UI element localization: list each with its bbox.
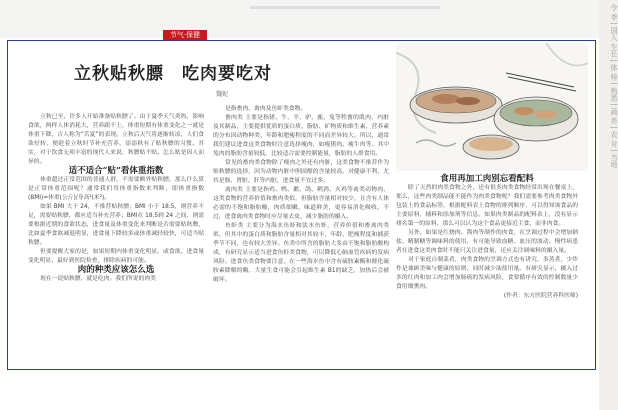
food-bowls-illustration-icon <box>396 43 588 171</box>
paragraph: 常见的畜肉类食物除了瘦肉之外还有内脏，这类食物不推荐作为贴秋膘的选择，因为动物内脏中胆固醇的含量较高，对健康不利，尤其是肠、肾脏、肝等内脏，进食量不宜过多。 <box>213 160 389 184</box>
paragraph: 但要提醒大家的是，如果短期内体重变化明显，或食欲、进食量变化明显，最好到医院检查，排除疾病的可能。 <box>28 249 204 264</box>
article-column-3 <box>396 175 578 301</box>
article-column-1 <box>28 113 204 284</box>
paragraph: 现在一说贴秋膘，就是吃肉。我们所说的肉类 <box>40 276 156 282</box>
article-frame <box>7 40 596 370</box>
subheading: 肉的种类应该怎么选 <box>77 265 155 275</box>
paragraph: 对于家庭自制菜肴，肉类食物的烹调方式也有讲究，多蒸煮，少炸作是兼顾美味与健康的原则，同时减少油盐用量。有研究显示，摄入过多的红肉和加工肉会增加肠癌的发病风险，食要循序有效的控制数量少食用烟熏肉。 <box>396 257 578 290</box>
page-bottom-margin <box>0 372 598 406</box>
paragraph: 是指畜肉、禽肉及鱼虾类食物。 <box>225 106 307 112</box>
paragraph: 除了天然的肉类食物之外，还有很多肉类食物经常出现在餐桌上，那么，这些肉类制品能不能作为肉类食物呢？我们需要参考肉类食物外包装上的食品标签，根据配料表上食物的排列顺序，可以得知该食品的主要原料，辅料和添加剂等信息。如果肉类制品的配料表上，没有显示排名第一的原料，那么可以认为这个食品更接近主食，而非肉食。 <box>396 185 578 227</box>
subheading: 食用再加工肉别忘看配料 <box>440 174 534 184</box>
paragraph: 体重超过正常范围的普通人群，不需要额外贴秋膘，那么什么算是正常体重范围呢？通常我们用体重指数来判断，即体重指数(BMI)=体重(公斤)/身高²(米²)。 <box>28 177 204 201</box>
paragraph: 禽肉类 主要是指鸡、鸭、鹅、鸽、鹌鹑、火鸡等禽类动物肉，这类食物的营养价值和畜肉类似，但脂肪含量相对较少，且含有人体必需的不饱和脂肪酸，肉质细嫩，味道鲜美，更容易消化吸收。不过，进食禽肉类食物时应尽量去皮，减少脂肪的摄入。 <box>213 187 389 220</box>
article-title: 立秋贴秋膘 吃肉要吃对 <box>74 64 272 84</box>
paragraph: 畜肉类 主要是指猪、牛、羊、驴、鹿、兔等牲畜的肌肉、内脏及其制品，主要提供优质的蛋白质、脂肪、矿物质和维生素，营养素的分布因动物种类、年龄和肥瘦程度的不同而差异较大。所以，通常我们建议进食这类食物时注意选择瘦肉，如瘦猪肉、瘦牛肉等。其中兔肉的脂肪含量较低，比较适合需要控制能量，脂肪的人群食用。 <box>213 115 389 157</box>
paragraph: 如果 BMI 大于 24，不推荐贴秋膘；BMI 小于 18.5，则营养不足，需要贴秋膘，都应适当补充营养；BMI在 18.5到 24 之间，则需要根据近期的食欲状态，进食量及体重变化来判断是否需要贴秋膘，比如夏季食欲减退明显，进食量下降较多或体重减轻较快，可适当贴秋膘。 <box>28 204 204 246</box>
illustration-svg <box>396 43 588 171</box>
author-signature: (作者：东方医院营养科医师) <box>503 293 578 299</box>
adjacent-column-text: 令 季 | 国人 生长 | 体 特 | 熟悉 | 蔬 养 | 农 对 | 当地 <box>599 0 618 410</box>
subheading: 适不适合“贴”看体重指数 <box>68 166 164 176</box>
top-faint-line <box>250 6 440 9</box>
paragraph: 立秋已至，许多人开始准备贴秋膘了。由于夏季天气炎热，影响食欲，两样人体消耗大，营养跟不上，体重短期有体重变化之一就是体重下降，古人称为“苦夏”的表现。立秋后天气将逐渐转凉，人们食欲好转，便趁着立秋时节补充营养，添添秋有了贴秋膘的习惯。其实，对于饮食无须丰富的现代人来说，秋膘贴不贴，怎么贴是因人而异的。 <box>28 114 204 165</box>
article-author: 魏妮 <box>216 91 229 98</box>
paragraph: 另外，如果是红烧肉、酱肉等制作的肉食，在烹调过程中会增加钠盐、精制糖等调味料的使用，有可能导致血糖、血压的波动。慢性病患者在进食这类肉食时不能只关注进食量，还应关注调味料的摄入量。 <box>396 230 578 254</box>
section-tab: 节气·保健 <box>163 30 207 40</box>
article-column-2 <box>213 105 389 285</box>
paragraph: 鱼虾类 主要分为海水鱼虾和淡水鱼虾，营养价值和畜禽肉类似，但其中的蛋白质和脂肪含量相对其较丰，年龄、肥瘦程度和捕获季节不同，也有较大差异。鱼类中所含的脂肪大多由不饱和脂肪酸构成，有研究显示适当进食鱼虾类食物，可以降低心脑血管疾病的发病风险。进食鱼类食物要注意，在一些海水鱼中含有硫胺素酶和催化硫胺素降解的酶，大量生食可能会引起维生素 B1的缺乏，加热后会被破坏。 <box>213 223 389 283</box>
top-page-strip <box>0 0 618 38</box>
